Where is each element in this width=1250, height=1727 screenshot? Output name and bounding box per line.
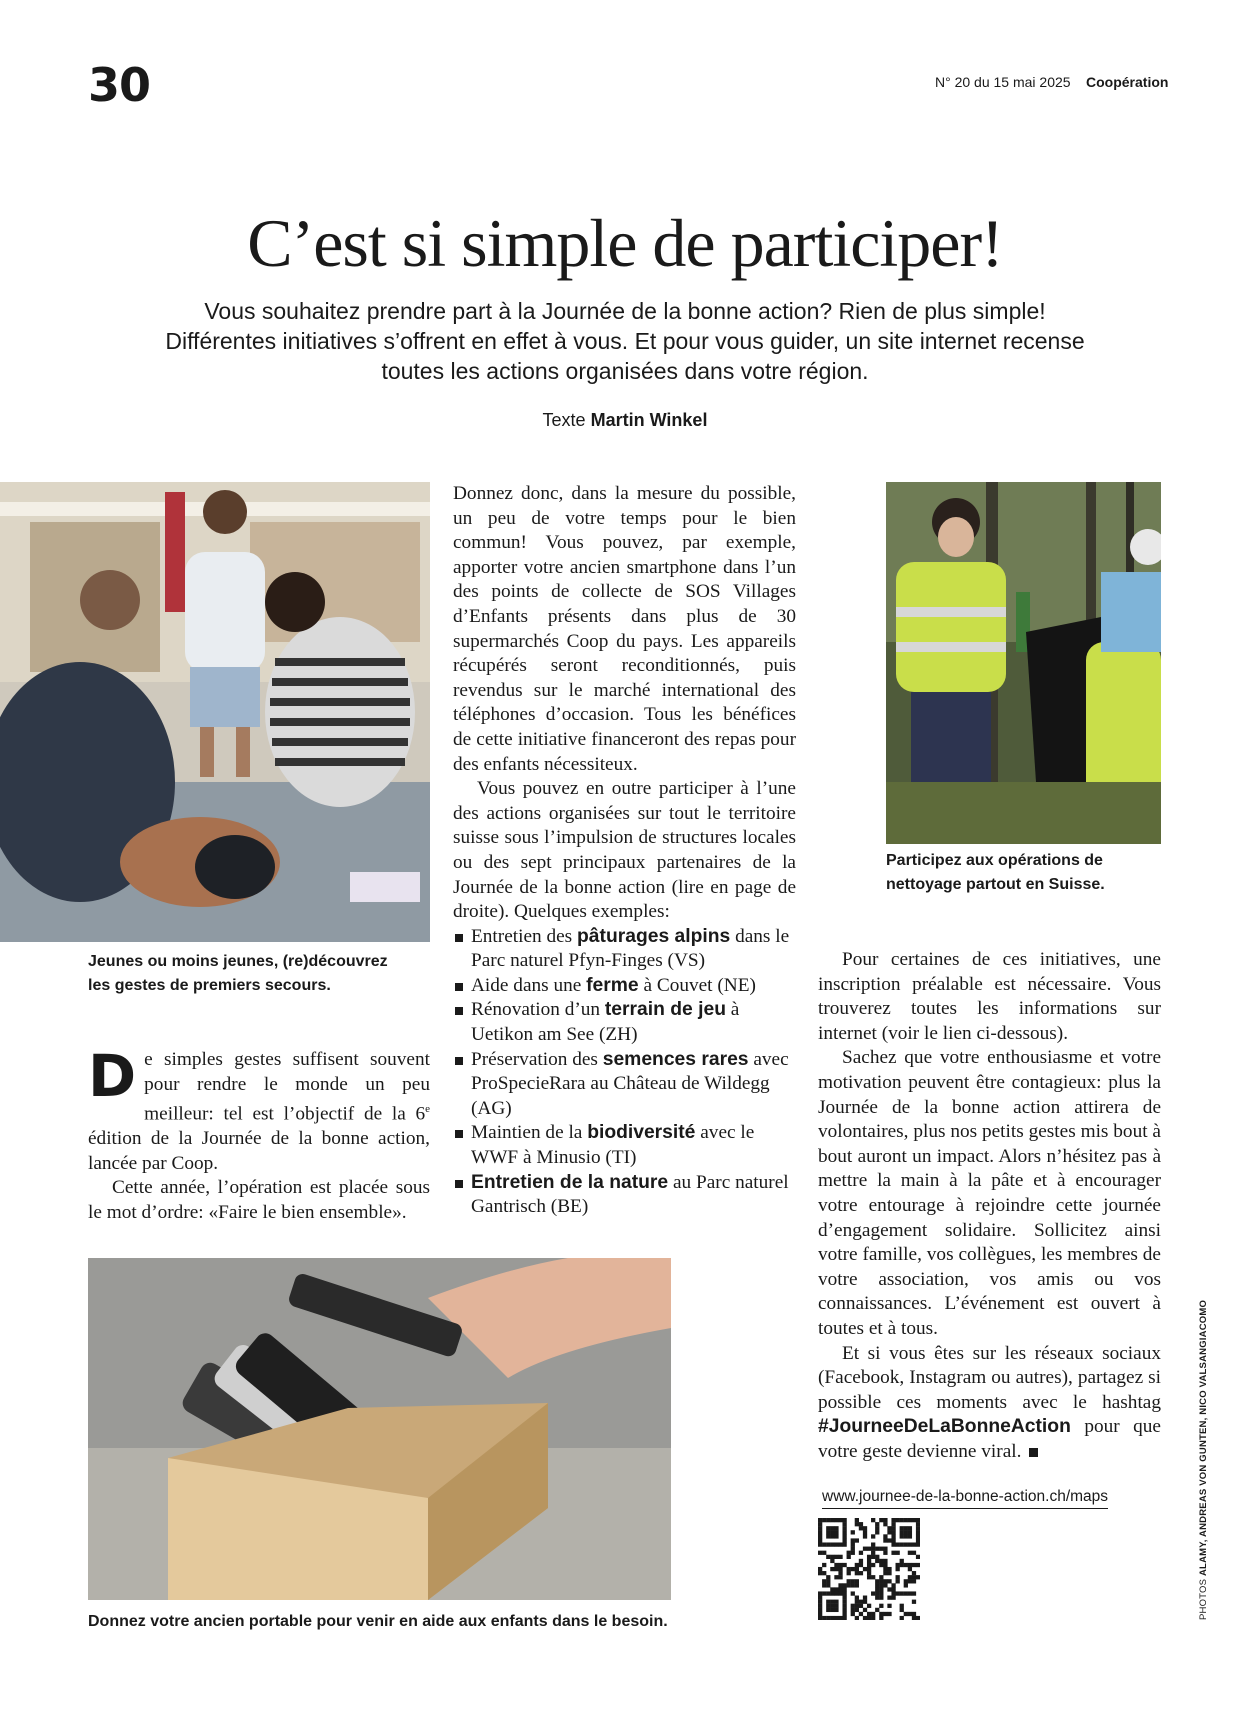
example-highlight: pâturages alpins bbox=[577, 925, 731, 947]
caption-cleanup: Participez aux opérations de nettoyage partout en Suisse. bbox=[886, 852, 1105, 893]
example-location: à Uetikon am See (ZH) bbox=[471, 999, 740, 1046]
end-mark bbox=[1029, 1448, 1038, 1457]
col1-para1-end: édition de la Journée de la bonne action, lancée par Coop. bbox=[88, 1128, 430, 1174]
example-text: Rénovation d’un bbox=[471, 999, 605, 1021]
example-item bbox=[453, 974, 796, 999]
col3-para3-end: pour que votre geste devienne viral. bbox=[818, 1416, 1161, 1462]
qr-code-image bbox=[818, 1518, 920, 1620]
photo-phones-image bbox=[88, 1258, 671, 1600]
example-text: Entretien des bbox=[471, 925, 578, 947]
example-location: avec le WWF à Minusio (TI) bbox=[471, 1122, 755, 1169]
example-text: Maintien de la bbox=[471, 1122, 588, 1144]
col3-para1: Pour certaines de ces initiatives, une inscription préalable est nécessaire. Vous trouverez toutes les informations sur internet (voir le lien ci-dessous). bbox=[818, 949, 1161, 1044]
example-location: au Parc naturel Gantrisch (BE) bbox=[471, 1171, 789, 1218]
example-item bbox=[453, 925, 796, 974]
photo-first-aid-image bbox=[0, 482, 430, 942]
example-item bbox=[453, 1171, 796, 1220]
example-highlight: terrain de jeu bbox=[604, 999, 726, 1021]
photo-credit-label: PHOTOS bbox=[1198, 1578, 1209, 1620]
page-number: 30 bbox=[88, 58, 151, 112]
column-1 bbox=[88, 1042, 430, 1226]
article-lead: Vous souhaitez prendre part à la Journée de la bonne action? Rien de plus simple! Différentes initiatives s’offrent en effet à vous. Et pour vous guider, un site internet recense toutes les actions organisées dans votre région. bbox=[165, 298, 1085, 384]
col3-para3 bbox=[818, 1342, 1161, 1465]
caption-phones: Donnez votre ancien portable pour venir en aide aux enfants dans le besoin. bbox=[88, 1613, 668, 1630]
photo-cleanup-image bbox=[886, 482, 1161, 844]
example-location: à Couvet (NE) bbox=[638, 974, 756, 996]
example-item bbox=[453, 998, 796, 1047]
col1-para2: Cette année, l’opération est placée sous le mot d’ordre: «Faire le bien ensemble». bbox=[88, 1177, 430, 1223]
col1-para1: e simples gestes suffisent souvent pour rendre le monde un peu meilleur: tel est l’objectif de la 6 bbox=[144, 1049, 430, 1125]
column-3 bbox=[818, 948, 1161, 1464]
col2-para1: Donnez donc, dans la mesure du possible, un peu de votre temps pour le bien commun! Vous pouvez, par exemple, apporter votre ancien smartphone dans l’un des points de collecte de SOS Villages d’Enfants présents dans plus de 30 supermarchés Coop du pays. Les appareils récupérés seront reconditionnés, puis revendus sur le marché international des téléphones d’occasion. Tous les bénéfices de cette initiative financeront des repas pour des enfants nécessiteux. bbox=[453, 483, 796, 775]
col1-para1-sup: e bbox=[425, 1103, 430, 1116]
photo-credit-names: ALAMY, ANDREAS VON GUNTEN, NICO VALSANGIACOMO bbox=[1198, 1299, 1209, 1576]
example-text: Préservation des bbox=[471, 1048, 603, 1070]
byline-label: Texte bbox=[542, 410, 586, 430]
article-title: C’est si simple de participer! bbox=[247, 205, 1003, 281]
examples-list bbox=[453, 925, 796, 1220]
example-location: avec ProSpecieRara au Château de Wildegg (AG) bbox=[471, 1048, 789, 1119]
example-text: Aide dans une bbox=[471, 974, 587, 996]
col3-para2: Sachez que votre enthousiasme et votre motivation peuvent être contagieux: plus la Journée de la bonne action attirera de volontaires, plus nos petits gestes mis bout à bout auront un impact. Alors n’hésitez pas à mettre la main à la pâte et à encourager votre entourage à rejoindre cette journée d’engagement solidaire. Sollicitez ainsi votre famille, vos collègues, les membres de votre association, vos amis ou vos connaissances. L’événement est ouvert à toutes et à tous. bbox=[818, 1047, 1161, 1339]
caption-first-aid: Jeunes ou moins jeunes, (re)découvrez les gestes de premiers secours. bbox=[88, 953, 388, 994]
byline-author: Martin Winkel bbox=[590, 410, 708, 430]
qr-code[interactable] bbox=[818, 1518, 920, 1620]
col2-para2: Vous pouvez en outre participer à l’une des actions organisées sur tout le territoire suisse sous l’impulsion de structures locales ou des sept principaux partenaires de la Journée de la bonne action (lire en page de droite). Quelques exemples: bbox=[453, 778, 796, 923]
photo-cleanup bbox=[886, 482, 1161, 844]
example-highlight: semences rares bbox=[602, 1048, 749, 1070]
col3-para3-start: Et si vous êtes sur les réseaux sociaux (Facebook, Instagram ou autres), partagez si possible ces moments avec le hashtag bbox=[818, 1342, 1161, 1413]
example-item bbox=[453, 1048, 796, 1122]
example-highlight: biodiversité bbox=[587, 1122, 696, 1144]
example-highlight: ferme bbox=[586, 974, 639, 996]
byline bbox=[0, 410, 1250, 431]
photo-credit bbox=[1198, 1300, 1209, 1620]
example-location: dans le Parc naturel Pfyn-Finges (VS) bbox=[471, 925, 790, 972]
photo-phones bbox=[88, 1258, 671, 1600]
issue-info: N° 20 du 15 mai 2025 bbox=[935, 74, 1071, 90]
column-2 bbox=[453, 482, 796, 1220]
example-highlight: Entretien de la nature bbox=[471, 1171, 669, 1193]
website-link[interactable]: www.journee-de-la-bonne-action.ch/maps bbox=[822, 1488, 1108, 1509]
hashtag: #JourneeDeLaBonneAction bbox=[818, 1416, 1071, 1438]
example-item bbox=[453, 1121, 796, 1170]
photo-first-aid bbox=[0, 482, 430, 942]
drop-cap: D bbox=[88, 1042, 137, 1110]
publication-name: Coopération bbox=[1086, 74, 1169, 90]
